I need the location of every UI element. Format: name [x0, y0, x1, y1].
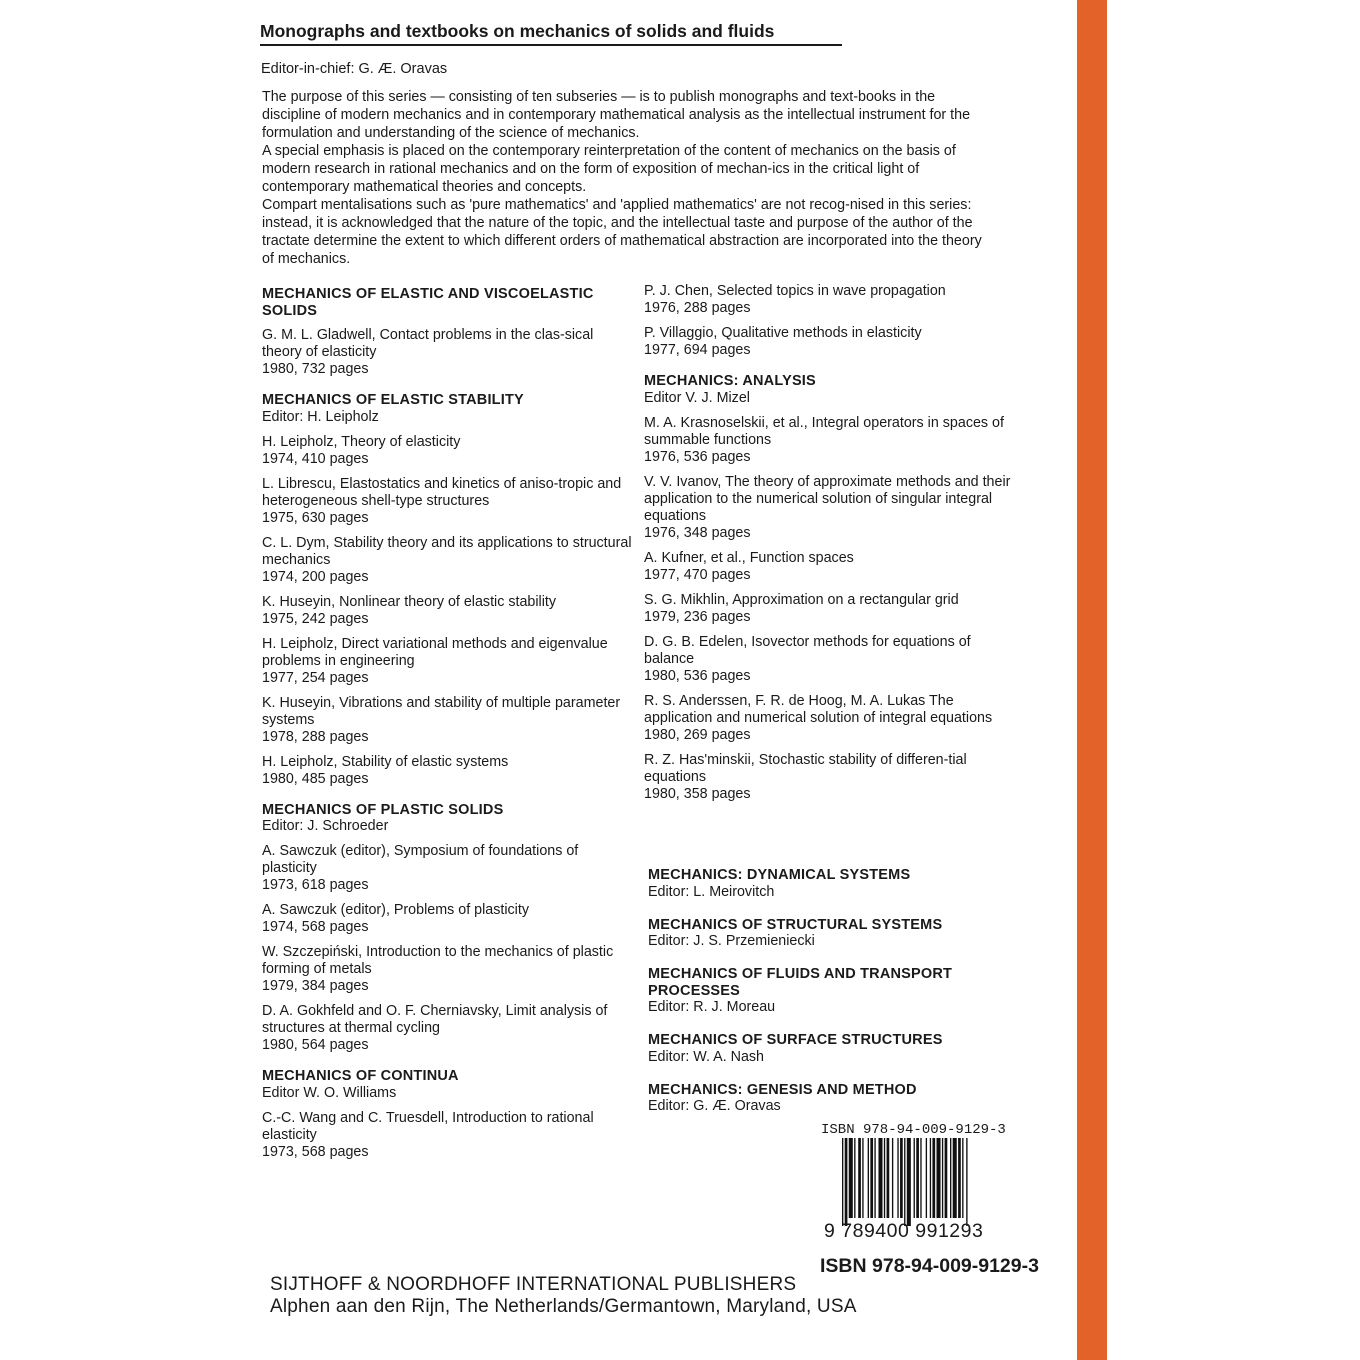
continued-books — [644, 283, 1014, 359]
book-title: M. A. Krasnoselskii, et al., Integral operators in spaces of summable functions — [644, 414, 1004, 448]
series-description — [262, 88, 997, 268]
book-title: P. J. Chen, Selected topics in wave propagation — [644, 283, 946, 299]
book-title: V. V. Ivanov, The theory of approximate methods and their application to the numerical solution of singular integral equations — [644, 473, 1011, 524]
book-entry — [262, 1110, 632, 1161]
book-info: 1980, 269 pages — [644, 726, 751, 743]
book-info: 1980, 564 pages — [262, 1037, 369, 1053]
barcode-bar — [884, 1138, 885, 1218]
book-title: H. Leipholz, Stability of elastic systems — [262, 753, 509, 770]
book-title: R. S. Anderssen, F. R. de Hoog, M. A. Lukas The application and numerical solution of integral equations — [644, 692, 993, 726]
other-subseries — [648, 867, 1018, 1131]
barcode-bar — [958, 1138, 961, 1218]
barcode-bar — [868, 1138, 869, 1218]
book-title: A. Sawczuk (editor), Problems of plasticity — [262, 902, 529, 918]
subseries-title: MECHANICS OF ELASTIC STABILITY — [262, 392, 524, 408]
book-info: 1980, 485 pages — [262, 770, 369, 787]
book-entry — [262, 843, 632, 894]
book-title: P. Villaggio, Qualitative methods in elasticity — [644, 325, 922, 341]
subseries-section — [648, 1082, 1018, 1116]
barcode-bar — [904, 1138, 905, 1226]
subseries-title: MECHANICS OF SURFACE STRUCTURES — [648, 1032, 943, 1048]
book-entry — [262, 902, 632, 936]
book-title: D. G. B. Edelen, Isovector methods for equations of balance — [644, 633, 971, 667]
barcode-bar — [892, 1138, 893, 1218]
book-entry — [644, 550, 1014, 584]
subseries-editor: Editor: H. Leipholz — [262, 408, 379, 425]
intro-paragraph-3: Compart mentalisations such as 'pure mathematics' and 'applied mathematics' are not recog-nised in this series: instead, it is acknowledged that the nature of the topic, and the intellectual taste and purpose of the author of the tractate determine the extent to which different orders of mathematical abstraction are incorporated into the theory of mechanics. — [262, 197, 982, 267]
barcode-bar — [930, 1138, 931, 1218]
subseries-title: MECHANICS: GENESIS AND METHOD — [648, 1081, 917, 1098]
barcode-bar — [953, 1138, 957, 1218]
subseries-section — [262, 802, 632, 1055]
barcode-bar — [932, 1138, 935, 1218]
barcode-bar — [900, 1138, 903, 1218]
subseries-editor: Editor: R. J. Moreau — [648, 999, 776, 1015]
subseries-editor: Editor: J. Schroeder — [262, 818, 389, 834]
series-title: Monographs and textbooks on mechanics of solids and fluids — [260, 21, 775, 41]
book-info: 1976, 536 pages — [644, 448, 751, 465]
subseries-editor: Editor: W. A. Nash — [648, 1048, 765, 1065]
book-entry — [262, 327, 632, 378]
book-entry — [262, 695, 632, 746]
book-info: 1977, 254 pages — [262, 669, 369, 686]
barcode-bar — [862, 1138, 863, 1218]
book-info: 1974, 568 pages — [262, 919, 369, 935]
barcode-bar — [966, 1138, 967, 1226]
book-title: G. M. L. Gladwell, Contact problems in the clas-sical theory of elasticity — [262, 327, 594, 360]
book-entry — [644, 592, 1014, 626]
book-entry — [262, 1003, 632, 1054]
book-entry — [644, 325, 1014, 359]
subseries-section — [644, 373, 1014, 803]
book-title: H. Leipholz, Direct variational methods and eigenvalue problems in engineering — [262, 635, 608, 669]
barcode-bar — [907, 1138, 911, 1226]
subseries-editor: Editor: L. Meirovitch — [648, 883, 775, 900]
book-info: 1979, 384 pages — [262, 978, 369, 994]
barcode-bar — [937, 1138, 941, 1218]
isbn-above-barcode: ISBN 978-94-009-9129-3 — [821, 1122, 1006, 1138]
subseries-title: MECHANICS OF CONTINUA — [262, 1068, 459, 1084]
barcode-bar — [887, 1138, 890, 1218]
subseries-title: MECHANICS: DYNAMICAL SYSTEMS — [648, 867, 911, 883]
book-entry — [644, 415, 1014, 466]
subseries-title: MECHANICS: ANALYSIS — [644, 373, 816, 389]
barcode-bar — [914, 1138, 915, 1218]
book-title: D. A. Gokhfeld and O. F. Cherniavsky, Limit analysis of structures at thermal cycling — [262, 1003, 608, 1036]
book-title: H. Leipholz, Theory of elasticity — [262, 433, 461, 450]
book-entry — [262, 754, 632, 788]
book-info: 1973, 568 pages — [262, 1143, 369, 1160]
book-info: 1978, 288 pages — [262, 728, 369, 745]
barcode-bar — [897, 1138, 898, 1218]
barcode-bar — [870, 1138, 873, 1218]
book-entry — [644, 283, 1014, 317]
book-info: 1975, 630 pages — [262, 509, 369, 526]
barcode-bar — [945, 1138, 948, 1218]
barcode-bar — [854, 1138, 855, 1218]
barcode-digits: 9 789400 991293 — [824, 1220, 984, 1242]
book-info: 1974, 200 pages — [262, 568, 369, 585]
barcode-bar — [926, 1138, 927, 1218]
title-underline — [260, 44, 842, 46]
intro-paragraph-1: The purpose of this series — consisting of ten subseries — is to publish monographs and text-books in the discipline of modern mechanics and in contemporary mathematical analysis as the intellectual instrument for the formulation and understanding of the science of mechanics. — [262, 89, 971, 141]
subseries-title: MECHANICS OF PLASTIC SOLIDS — [262, 801, 504, 818]
book-info: 1979, 236 pages — [644, 608, 751, 625]
subseries-section — [648, 867, 1018, 901]
subseries-section — [648, 917, 1018, 951]
book-title: A. Sawczuk (editor), Symposium of foundations of plasticity — [262, 843, 579, 876]
orange-spine-stripe — [1077, 0, 1107, 1360]
book-entry — [262, 476, 632, 527]
book-entry — [262, 535, 632, 586]
book-entry — [644, 474, 1014, 542]
book-entry — [262, 434, 632, 468]
book-entry — [644, 693, 1014, 744]
right-column — [644, 283, 1014, 817]
barcode-bar — [842, 1138, 843, 1226]
book-entry — [262, 594, 632, 628]
subseries-section — [648, 1032, 1018, 1066]
barcode-bar — [874, 1138, 875, 1218]
book-info: 1977, 470 pages — [644, 566, 751, 583]
subseries-editor: Editor V. J. Mizel — [644, 389, 750, 406]
book-title: L. Librescu, Elastostatics and kinetics of aniso-tropic and heterogeneous shell-type structures — [262, 475, 622, 509]
book-title: R. Z. Has'minskii, Stochastic stability of differen-tial equations — [644, 751, 967, 785]
intro-paragraph-2: A special emphasis is placed on the contemporary reinterpretation of the content of mechanics on the basis of modern research in rational mechanics and on the form of exposition of mechan-ics in the critical light of contemporary mathematical theories and concepts. — [262, 143, 956, 195]
barcode-bar — [962, 1138, 963, 1218]
subseries-editor: Editor: G. Æ. Oravas — [648, 1098, 781, 1114]
book-info: 1976, 288 pages — [644, 300, 751, 316]
book-entry — [262, 636, 632, 687]
book-title: S. G. Mikhlin, Approximation on a rectangular grid — [644, 591, 959, 608]
book-title: C. L. Dym, Stability theory and its applications to structural mechanics — [262, 534, 632, 568]
book-info: 1977, 694 pages — [644, 342, 751, 358]
barcode-bar — [878, 1138, 882, 1218]
subseries-section — [262, 1068, 632, 1161]
book-title: K. Huseyin, Nonlinear theory of elastic stability — [262, 593, 557, 610]
subseries-section — [262, 286, 632, 378]
barcode-bar — [942, 1138, 943, 1218]
barcode-graphic — [840, 1138, 1020, 1226]
barcode-bar — [920, 1138, 921, 1218]
book-info: 1976, 348 pages — [644, 524, 751, 541]
publisher-imprint — [270, 1274, 857, 1318]
book-info: 1980, 536 pages — [644, 667, 751, 684]
book-info: 1980, 732 pages — [262, 361, 369, 377]
left-column — [262, 286, 632, 1175]
barcode-bar — [858, 1138, 861, 1218]
subseries-section — [648, 966, 1018, 1016]
barcode-bar — [845, 1138, 848, 1226]
book-entry — [262, 944, 632, 995]
subseries-title: MECHANICS OF ELASTIC AND VISCOELASTIC SOLIDS — [262, 286, 594, 319]
isbn-bold: ISBN 978-94-009-9129-3 — [820, 1255, 1039, 1277]
book-title: A. Kufner, et al., Function spaces — [644, 549, 854, 566]
book-title: K. Huseyin, Vibrations and stability of multiple parameter systems — [262, 694, 621, 728]
book-info: 1975, 242 pages — [262, 610, 369, 627]
editor-in-chief: Editor-in-chief: G. Æ. Oravas — [261, 61, 448, 77]
book-info: 1974, 410 pages — [262, 450, 369, 467]
subseries-editor: Editor: J. S. Przemieniecki — [648, 933, 815, 949]
publisher-location: Alphen aan den Rijn, The Netherlands/Germantown, Maryland, USA — [270, 1296, 857, 1317]
barcode-bar — [950, 1138, 951, 1218]
book-info: 1980, 358 pages — [644, 785, 751, 802]
barcode-bar — [916, 1138, 919, 1218]
subseries-editor: Editor W. O. Williams — [262, 1084, 397, 1101]
subseries-section — [262, 392, 632, 788]
book-title: C.-C. Wang and C. Truesdell, Introduction to rational elasticity — [262, 1109, 594, 1143]
book-entry — [644, 752, 1014, 803]
publisher-name: SIJTHOFF & NOORDHOFF INTERNATIONAL PUBLISHERS — [270, 1274, 797, 1295]
book-info: 1973, 618 pages — [262, 877, 369, 893]
book-entry — [644, 634, 1014, 685]
subseries-title: MECHANICS OF FLUIDS AND TRANSPORT PROCESSES — [648, 966, 953, 999]
subseries-title: MECHANICS OF STRUCTURAL SYSTEMS — [648, 916, 943, 933]
barcode-bar — [849, 1138, 853, 1218]
book-title: W. Szczepiński, Introduction to the mechanics of plastic forming of metals — [262, 944, 614, 977]
